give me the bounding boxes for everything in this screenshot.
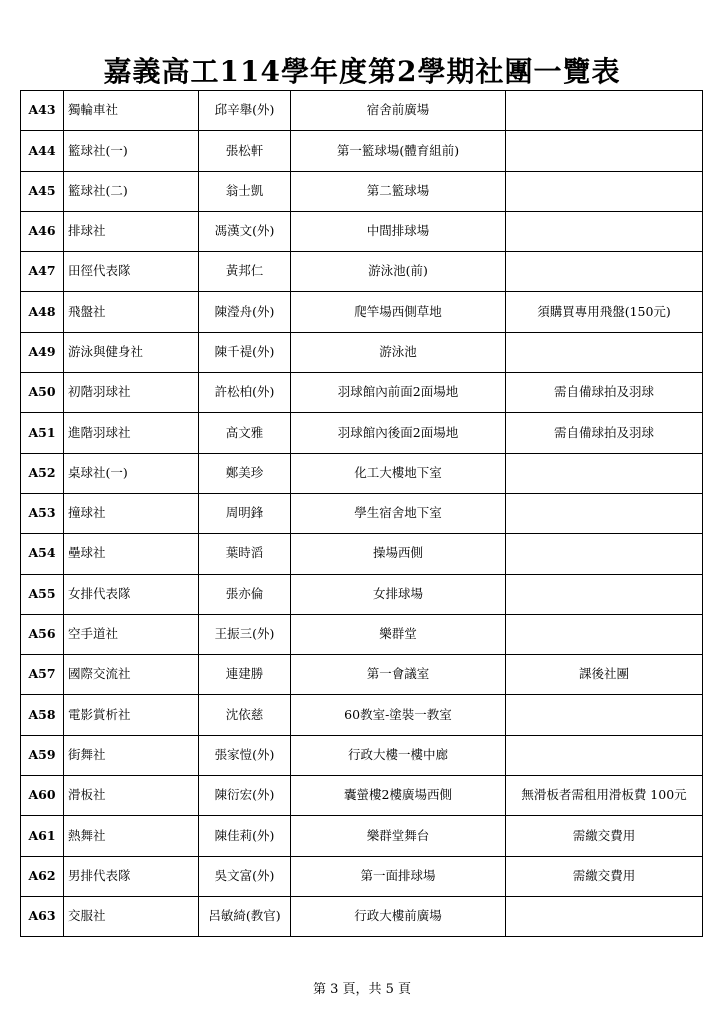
club-location: 第一籃球場(體育組前) (291, 131, 506, 171)
club-location: 羽球館內後面2面場地 (291, 413, 506, 453)
table-row (21, 91, 703, 131)
club-advisor: 張家愷(外) (199, 735, 291, 775)
club-code: A52 (21, 453, 64, 493)
club-code: A44 (21, 131, 64, 171)
table-row (21, 171, 703, 211)
club-location: 學生宿舍地下室 (291, 493, 506, 533)
club-location: 爬竿場西側草地 (291, 292, 506, 332)
table-row (21, 816, 703, 856)
club-location: 囊螢樓2樓廣場西側 (291, 776, 506, 816)
club-code: A59 (21, 735, 64, 775)
club-location: 第一會議室 (291, 655, 506, 695)
table-row (21, 453, 703, 493)
table-row (21, 493, 703, 533)
club-code: A51 (21, 413, 64, 453)
club-location: 游泳池 (291, 332, 506, 372)
club-name: 滑板社 (64, 776, 199, 816)
club-name: 游泳與健身社 (64, 332, 199, 372)
club-advisor: 鄭美珍 (199, 453, 291, 493)
club-location: 第二籃球場 (291, 171, 506, 211)
club-location: 樂群堂舞台 (291, 816, 506, 856)
club-advisor: 葉時滔 (199, 534, 291, 574)
club-note (506, 91, 703, 131)
club-name: 田徑代表隊 (64, 252, 199, 292)
club-advisor: 陳千禔(外) (199, 332, 291, 372)
table-row (21, 252, 703, 292)
club-note (506, 131, 703, 171)
club-location: 操場西側 (291, 534, 506, 574)
club-note (506, 896, 703, 936)
club-name: 男排代表隊 (64, 856, 199, 896)
club-name: 電影賞析社 (64, 695, 199, 735)
club-name: 空手道社 (64, 614, 199, 654)
club-code: A57 (21, 655, 64, 695)
club-name: 進階羽球社 (64, 413, 199, 453)
club-advisor: 翁士凱 (199, 171, 291, 211)
table-row (21, 856, 703, 896)
club-advisor: 邱辛舉(外) (199, 91, 291, 131)
club-code: A54 (21, 534, 64, 574)
club-note (506, 614, 703, 654)
club-note (506, 534, 703, 574)
club-name: 國際交流社 (64, 655, 199, 695)
club-advisor: 王振三(外) (199, 614, 291, 654)
table-row (21, 735, 703, 775)
club-location: 化工大樓地下室 (291, 453, 506, 493)
club-advisor: 陳瀅舟(外) (199, 292, 291, 332)
club-note (506, 574, 703, 614)
club-location: 宿舍前廣場 (291, 91, 506, 131)
club-note (506, 735, 703, 775)
club-name: 交服社 (64, 896, 199, 936)
table-row (21, 614, 703, 654)
club-note (506, 332, 703, 372)
club-note (506, 695, 703, 735)
club-name: 壘球社 (64, 534, 199, 574)
club-location: 第一面排球場 (291, 856, 506, 896)
club-table (20, 90, 703, 937)
club-advisor: 馮漢文(外) (199, 211, 291, 251)
club-location: 行政大樓一樓中廊 (291, 735, 506, 775)
club-code: A58 (21, 695, 64, 735)
club-name: 排球社 (64, 211, 199, 251)
club-location: 女排球場 (291, 574, 506, 614)
club-location: 行政大樓前廣場 (291, 896, 506, 936)
club-note (506, 453, 703, 493)
club-advisor: 連建勝 (199, 655, 291, 695)
club-code: A63 (21, 896, 64, 936)
club-name: 桌球社(一) (64, 453, 199, 493)
table-row (21, 292, 703, 332)
club-advisor: 張亦倫 (199, 574, 291, 614)
club-note: 需自備球拍及羽球 (506, 373, 703, 413)
table-row (21, 211, 703, 251)
club-advisor: 黃邦仁 (199, 252, 291, 292)
club-location: 游泳池(前) (291, 252, 506, 292)
club-advisor: 周明鋒 (199, 493, 291, 533)
table-row (21, 413, 703, 453)
club-code: A55 (21, 574, 64, 614)
club-code: A43 (21, 91, 64, 131)
club-code: A48 (21, 292, 64, 332)
club-name: 籃球社(二) (64, 171, 199, 211)
club-location: 羽球館內前面2面場地 (291, 373, 506, 413)
club-location: 中間排球場 (291, 211, 506, 251)
club-code: A56 (21, 614, 64, 654)
club-advisor: 吳文富(外) (199, 856, 291, 896)
table-row (21, 332, 703, 372)
table-row (21, 695, 703, 735)
club-note: 須購買專用飛盤(150元) (506, 292, 703, 332)
club-location: 樂群堂 (291, 614, 506, 654)
club-name: 熱舞社 (64, 816, 199, 856)
table-row (21, 776, 703, 816)
table-row (21, 131, 703, 171)
table-row (21, 574, 703, 614)
club-advisor: 高文雅 (199, 413, 291, 453)
club-note: 需繳交費用 (506, 856, 703, 896)
club-code: A45 (21, 171, 64, 211)
table-row (21, 896, 703, 936)
club-code: A47 (21, 252, 64, 292)
club-advisor: 呂敏綺(教官) (199, 896, 291, 936)
table-row (21, 655, 703, 695)
club-note (506, 493, 703, 533)
club-advisor: 沈依慈 (199, 695, 291, 735)
club-code: A46 (21, 211, 64, 251)
club-advisor: 陳佳莉(外) (199, 816, 291, 856)
club-code: A50 (21, 373, 64, 413)
club-advisor: 許松柏(外) (199, 373, 291, 413)
club-name: 飛盤社 (64, 292, 199, 332)
club-advisor: 張松軒 (199, 131, 291, 171)
club-advisor: 陳衍宏(外) (199, 776, 291, 816)
club-note: 無滑板者需租用滑板費 100元 (506, 776, 703, 816)
club-name: 街舞社 (64, 735, 199, 775)
club-code: A49 (21, 332, 64, 372)
club-name: 籃球社(一) (64, 131, 199, 171)
club-code: A60 (21, 776, 64, 816)
page-footer: 第 3 頁，共 5 頁 (312, 982, 412, 997)
club-code: A61 (21, 816, 64, 856)
club-note (506, 252, 703, 292)
club-code: A53 (21, 493, 64, 533)
club-note: 課後社團 (506, 655, 703, 695)
club-note: 需自備球拍及羽球 (506, 413, 703, 453)
table-row (21, 373, 703, 413)
club-note: 需繳交費用 (506, 816, 703, 856)
table-row (21, 534, 703, 574)
club-name: 撞球社 (64, 493, 199, 533)
club-note (506, 171, 703, 211)
club-name: 初階羽球社 (64, 373, 199, 413)
club-code: A62 (21, 856, 64, 896)
club-name: 女排代表隊 (64, 574, 199, 614)
club-location: 60教室-塗裝一教室 (291, 695, 506, 735)
page-title: 嘉義高工114學年度第2學期社團一覽表 (103, 55, 621, 88)
club-note (506, 211, 703, 251)
club-name: 獨輪車社 (64, 91, 199, 131)
